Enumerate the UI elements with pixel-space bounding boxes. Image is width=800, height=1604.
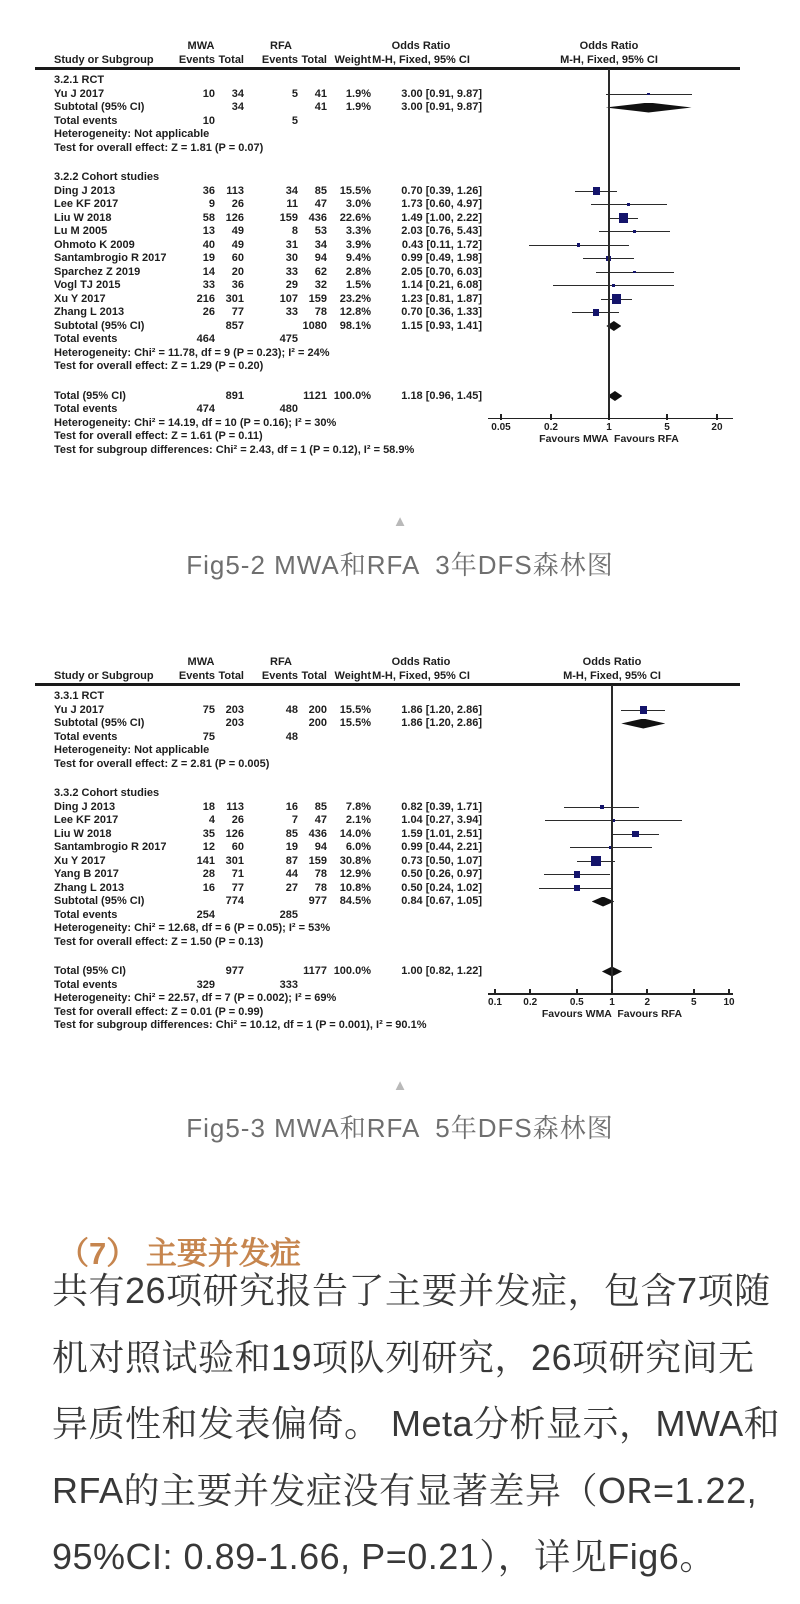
rfa-events-value: 31 — [285, 238, 298, 251]
rfa-total-value: 200 — [308, 717, 327, 729]
study-label: Liu W 2018 — [54, 827, 112, 840]
axis-tick — [608, 414, 610, 420]
column-header: Events — [261, 670, 298, 682]
weight-value: 3.0% — [345, 198, 371, 210]
weight-value: 12.9% — [339, 868, 371, 880]
study-label: Ding J 2013 — [54, 184, 116, 197]
odds-ratio-value: 0.50 [0.24, 1.02] — [401, 881, 482, 894]
column-header: Study or Subgroup — [54, 54, 154, 66]
rfa-total-value: 41 — [314, 87, 327, 100]
collapse-triangle-icon: ▲ — [392, 513, 408, 530]
study-label: Ding J 2013 — [54, 800, 116, 813]
weight-value: 100.0% — [333, 389, 371, 402]
odds-ratio-value: 1.86 [1.20, 2.86] — [401, 717, 482, 729]
events-label: Total events — [54, 730, 118, 743]
mwa-total-value: 203 — [225, 717, 244, 729]
rfa-total-value: 159 — [308, 854, 327, 867]
odds-ratio-value: 1.15 [0.93, 1.41] — [401, 319, 482, 332]
mwa-events-value: 216 — [196, 292, 215, 305]
weight-value: 22.6% — [339, 211, 371, 224]
events-label: Total events — [54, 908, 118, 921]
rfa-events-value: 33 — [285, 306, 298, 318]
or-marker-square — [633, 271, 636, 274]
mwa-total-value: 301 — [225, 292, 244, 305]
body-line: 95%CI: 0.89-1.66, P=0.21），详见Fig6。 — [52, 1536, 716, 1577]
study-label: Yu J 2017 — [54, 87, 105, 100]
column-header: Events — [261, 54, 298, 66]
null-effect-line — [611, 685, 613, 993]
axis-tick — [716, 414, 718, 420]
weight-value: 15.5% — [339, 184, 371, 197]
column-header: Study or Subgroup — [54, 670, 154, 682]
odds-ratio-value: 2.05 [0.70, 6.03] — [401, 265, 482, 278]
weight-value: 98.1% — [339, 319, 371, 332]
mwa-total-value: 49 — [231, 238, 244, 251]
rfa-total-value: 41 — [314, 101, 327, 113]
rfa-events-value: 285 — [279, 908, 298, 921]
rfa-total-value: 1177 — [303, 965, 327, 977]
rfa-total-value: 159 — [308, 292, 327, 305]
or-marker-square — [640, 706, 647, 713]
study-label: Lee KF 2017 — [54, 814, 119, 826]
odds-ratio-value: 0.43 [0.11, 1.72] — [401, 238, 482, 251]
note-label: Heterogeneity: Chi² = 22.57, df = 7 (P = 0.002); I² = 69% — [54, 992, 337, 1004]
study-label: Yu J 2017 — [54, 703, 105, 716]
pooled-diamond — [621, 719, 665, 729]
mwa-events-value: 474 — [196, 403, 215, 415]
column-header: M-H, Fixed, 95% CI — [372, 670, 470, 682]
or-marker-square — [647, 93, 650, 96]
rfa-events-value: 5 — [291, 87, 298, 100]
rfa-total-value: 47 — [314, 814, 327, 826]
rfa-total-value: 32 — [314, 279, 327, 291]
mwa-events-value: 40 — [202, 238, 215, 251]
odds-ratio-value: 0.99 [0.44, 2.21] — [401, 841, 482, 853]
mwa-total-value: 36 — [231, 279, 244, 291]
body-line: 共有26项研究报告了主要并发症，包含7项随 — [52, 1270, 771, 1311]
rfa-events-value: 480 — [279, 403, 298, 415]
section-label: 3.3.2 Cohort studies — [54, 787, 160, 799]
or-marker-square — [612, 294, 622, 304]
rfa-total-value: 47 — [314, 198, 327, 210]
study-label: Santambrogio R 2017 — [54, 841, 167, 853]
subtotal-label: Subtotal (95% CI) — [54, 319, 145, 332]
section-label: 3.2.1 RCT — [54, 74, 105, 86]
mwa-total-value: 857 — [225, 319, 244, 332]
odds-ratio-value: 1.00 [0.82, 1.22] — [401, 965, 482, 977]
study-label: Lee KF 2017 — [54, 198, 119, 210]
axis-tick-label: 5 — [690, 997, 697, 1008]
plot-title: Odds Ratio — [582, 656, 642, 668]
plot-title: Odds Ratio — [579, 40, 639, 52]
rfa-total-value: 1121 — [303, 389, 327, 402]
odds-ratio-value: 3.00 [0.91, 9.87] — [401, 101, 482, 113]
or-marker-square — [593, 187, 600, 194]
mwa-events-value: 19 — [202, 252, 215, 264]
total-label: Total (95% CI) — [54, 389, 126, 402]
rfa-events-value: 107 — [279, 292, 298, 305]
axis-tick-label: 2 — [644, 997, 650, 1008]
weight-value: 1.5% — [345, 279, 371, 291]
body-line: 异质性和发表偏倚。 Meta分析显示，MWA和 — [52, 1403, 781, 1444]
weight-value: 1.9% — [345, 101, 371, 113]
rfa-events-value: 34 — [285, 184, 298, 197]
mwa-total-value: 20 — [231, 265, 244, 278]
note-label: Test for overall effect: Z = 1.81 (P = 0.07) — [54, 141, 264, 154]
rfa-total-value: 78 — [314, 868, 327, 880]
rfa-events-value: 11 — [286, 198, 298, 210]
odds-ratio-value: 0.70 [0.36, 1.33] — [401, 306, 482, 318]
mwa-events-value: 329 — [196, 978, 215, 991]
axis-tick — [494, 989, 496, 995]
weight-value: 3.3% — [345, 225, 371, 237]
mwa-total-value: 49 — [231, 225, 244, 237]
mwa-events-value: 58 — [202, 211, 215, 224]
mwa-events-value: 10 — [202, 87, 215, 100]
rfa-events-value: 87 — [285, 854, 298, 867]
weight-value: 2.1% — [345, 814, 371, 826]
note-label: Test for overall effect: Z = 1.61 (P = 0.11) — [54, 430, 263, 442]
axis-tick-label: 0.05 — [491, 421, 511, 433]
axis-tick — [611, 989, 613, 995]
study-label: Ohmoto K 2009 — [54, 238, 135, 251]
odds-ratio-value: 1.86 [1.20, 2.86] — [401, 703, 482, 716]
column-group-label: Odds Ratio — [391, 656, 451, 668]
rfa-events-value: 7 — [291, 814, 298, 826]
mwa-total-value: 113 — [226, 800, 244, 813]
odds-ratio-value: 0.82 [0.39, 1.71] — [401, 800, 482, 813]
mwa-events-value: 18 — [202, 800, 215, 813]
axis-tick — [529, 989, 531, 995]
mwa-total-value: 26 — [231, 814, 244, 826]
weight-value: 15.5% — [339, 703, 371, 716]
mwa-total-value: 34 — [231, 87, 244, 100]
or-marker-square — [574, 871, 580, 877]
axis-tick-label: 0.2 — [523, 997, 538, 1008]
rfa-total-value: 78 — [314, 881, 327, 894]
study-label: Santambrogio R 2017 — [54, 252, 167, 264]
subtotal-label: Subtotal (95% CI) — [54, 101, 145, 113]
body-line: 机对照试验和19项队列研究，26项研究间无 — [52, 1336, 755, 1378]
axis-tick-label: 0.2 — [544, 421, 558, 433]
odds-ratio-value: 2.03 [0.76, 5.43] — [401, 225, 482, 237]
study-label: Yang B 2017 — [54, 868, 119, 880]
axis-tick — [693, 989, 695, 995]
rfa-total-value: 62 — [314, 265, 327, 278]
weight-value: 1.9% — [345, 87, 371, 100]
weight-value: 6.0% — [345, 841, 371, 853]
weight-value: 2.8% — [345, 265, 371, 278]
plot-method-header: M-H, Fixed, 95% CI — [560, 54, 658, 66]
rfa-events-value: 48 — [285, 703, 298, 716]
plot-method-header: M-H, Fixed, 95% CI — [563, 670, 661, 682]
or-marker-square — [591, 856, 601, 866]
mwa-total-value: 301 — [225, 854, 244, 867]
note-label: Test for subgroup differences: Chi² = 2.43, df = 1 (P = 0.12), I² = 58.9% — [54, 443, 415, 456]
rfa-total-value: 85 — [314, 184, 327, 197]
mwa-events-value: 9 — [208, 198, 215, 210]
section-label: 3.2.2 Cohort studies — [54, 171, 160, 183]
axis-tick-label: 10 — [723, 997, 735, 1008]
odds-ratio-value: 1.73 [0.60, 4.97] — [401, 198, 482, 210]
note-label: Test for overall effect: Z = 0.01 (P = 0.99) — [54, 1005, 264, 1018]
column-header: Total — [218, 54, 244, 66]
study-label: Sparchez Z 2019 — [54, 265, 141, 278]
study-label: Zhang L 2013 — [54, 306, 125, 318]
axis-tick-label: 0.1 — [488, 997, 502, 1008]
column-group-label: RFA — [270, 656, 292, 668]
rfa-total-value: 977 — [308, 895, 327, 907]
axis-tick — [550, 414, 552, 420]
rfa-events-value: 8 — [291, 225, 298, 237]
null-effect-line — [608, 69, 610, 418]
body-paragraph — [52, 1258, 781, 1591]
study-label: Zhang L 2013 — [54, 881, 125, 894]
note-label: Heterogeneity: Chi² = 14.19, df = 10 (P = 0.16); I² = 30% — [54, 416, 337, 429]
or-marker-square — [627, 203, 630, 206]
rfa-events-value: 333 — [279, 978, 298, 991]
events-label: Total events — [54, 978, 118, 991]
odds-ratio-value: 1.49 [1.00, 2.22] — [401, 211, 482, 224]
column-group-label: MWA — [187, 656, 215, 668]
header-rule — [35, 67, 740, 70]
mwa-total-value: 126 — [225, 827, 244, 840]
weight-value: 15.5% — [339, 717, 371, 729]
axis-tick-label: 20 — [711, 421, 723, 433]
axis-tick-label: 0.5 — [569, 997, 584, 1008]
mwa-events-value: 14 — [202, 265, 215, 278]
or-marker-square — [632, 831, 639, 838]
column-header: M-H, Fixed, 95% CI — [372, 54, 470, 66]
axis-tick — [666, 414, 668, 420]
or-marker-square — [593, 309, 599, 315]
study-label: Xu Y 2017 — [54, 292, 106, 305]
weight-value: 12.8% — [339, 306, 371, 318]
mwa-events-value: 35 — [202, 827, 215, 840]
odds-ratio-value: 1.18 [0.96, 1.45] — [401, 389, 482, 402]
study-label: Xu Y 2017 — [54, 854, 106, 867]
rfa-events-value: 27 — [285, 881, 298, 894]
mwa-events-value: 75 — [202, 730, 215, 743]
pooled-diamond — [606, 103, 692, 113]
weight-value: 30.8% — [339, 854, 371, 867]
mwa-total-value: 34 — [231, 101, 244, 113]
axis-tick — [500, 414, 502, 420]
column-header: Events — [178, 54, 215, 66]
weight-value: 3.9% — [345, 238, 371, 251]
note-label: Test for overall effect: Z = 1.29 (P = 0.20) — [54, 360, 264, 372]
mwa-events-value: 10 — [202, 114, 215, 127]
axis-tick — [576, 989, 578, 995]
weight-value: 10.8% — [339, 881, 371, 894]
weight-value: 9.4% — [345, 252, 371, 264]
study-label: Lu M 2005 — [54, 225, 108, 237]
note-label: Test for overall effect: Z = 2.81 (P = 0.005) — [54, 757, 270, 770]
note-label: Test for overall effect: Z = 1.50 (P = 0.13) — [54, 935, 264, 948]
mwa-total-value: 113 — [226, 184, 244, 197]
mwa-events-value: 26 — [202, 306, 215, 318]
or-marker-square — [600, 805, 605, 810]
x-axis-line — [488, 418, 733, 420]
odds-ratio-value: 3.00 [0.91, 9.87] — [401, 87, 482, 100]
or-marker-square — [612, 284, 615, 287]
rfa-total-value: 200 — [308, 703, 327, 716]
total-label: Total (95% CI) — [54, 965, 126, 977]
column-group-label: Odds Ratio — [391, 40, 451, 52]
collapse-triangle-icon: ▲ — [392, 1077, 408, 1094]
odds-ratio-value: 1.59 [1.01, 2.51] — [401, 827, 482, 840]
mwa-events-value: 75 — [202, 703, 215, 716]
axis-tick-label: 1 — [609, 997, 615, 1008]
mwa-events-value: 36 — [202, 184, 215, 197]
mwa-total-value: 26 — [231, 198, 244, 210]
mwa-total-value: 203 — [225, 703, 244, 716]
rfa-events-value: 30 — [285, 252, 298, 264]
mwa-total-value: 77 — [231, 306, 244, 318]
rfa-events-value: 85 — [285, 827, 298, 840]
rfa-events-value: 159 — [279, 211, 298, 224]
odds-ratio-value: 0.70 [0.39, 1.26] — [401, 184, 482, 197]
or-marker-square — [613, 819, 616, 822]
rfa-total-value: 436 — [308, 211, 327, 224]
note-label: Heterogeneity: Chi² = 12.68, df = 6 (P = 0.05); I² = 53% — [54, 922, 331, 934]
mwa-total-value: 126 — [225, 211, 244, 224]
weight-value: 7.8% — [345, 800, 371, 813]
rfa-events-value: 16 — [285, 800, 298, 813]
rfa-events-value: 44 — [285, 868, 298, 880]
column-header: Weight — [334, 54, 371, 66]
odds-ratio-value: 0.99 [0.49, 1.98] — [401, 252, 482, 264]
axis-tick-label: 1 — [606, 421, 612, 433]
odds-ratio-value: 0.73 [0.50, 1.07] — [401, 854, 482, 867]
mwa-total-value: 977 — [225, 965, 244, 977]
mwa-events-value: 28 — [202, 868, 215, 880]
rfa-total-value: 34 — [314, 238, 327, 251]
favours-label: Favours WMA Favours RFA — [541, 1008, 683, 1020]
or-marker-square — [619, 213, 628, 222]
forest-plot-5yr-dfs — [35, 652, 770, 1031]
axis-tick — [728, 989, 730, 995]
rfa-total-value: 94 — [314, 252, 327, 264]
axis-tick — [646, 989, 648, 995]
rfa-events-value: 19 — [285, 841, 298, 853]
column-header: Events — [178, 670, 215, 682]
weight-value: 84.5% — [339, 895, 371, 907]
mwa-events-value: 13 — [202, 225, 215, 237]
mwa-total-value: 774 — [225, 895, 244, 907]
odds-ratio-value: 0.84 [0.67, 1.05] — [401, 895, 482, 907]
rfa-total-value: 436 — [308, 827, 327, 840]
note-label: Heterogeneity: Not applicable — [54, 744, 210, 756]
events-label: Total events — [54, 333, 118, 345]
column-header: Total — [301, 670, 327, 682]
rfa-total-value: 85 — [314, 800, 327, 813]
mwa-total-value: 891 — [225, 389, 244, 402]
mwa-events-value: 12 — [202, 841, 215, 853]
weight-value: 23.2% — [339, 292, 371, 305]
section-heading: （7） 主要并发症 — [58, 1236, 301, 1271]
odds-ratio-value: 1.04 [0.27, 3.94] — [401, 814, 482, 826]
or-marker-square — [633, 230, 636, 233]
rfa-total-value: 94 — [314, 841, 327, 853]
note-label: Test for subgroup differences: Chi² = 10.12, df = 1 (P = 0.001), I² = 90.1% — [54, 1019, 427, 1031]
study-label: Liu W 2018 — [54, 211, 112, 224]
figure-caption-fig5-2: Fig5-2 MWA和RFA 3年DFS森林图 — [186, 550, 614, 580]
section-label: 3.3.1 RCT — [54, 690, 105, 702]
rfa-events-value: 48 — [285, 730, 298, 743]
mwa-total-value: 71 — [231, 868, 244, 880]
odds-ratio-value: 1.14 [0.21, 6.08] — [401, 279, 482, 291]
column-header: Weight — [334, 670, 371, 682]
subtotal-label: Subtotal (95% CI) — [54, 895, 145, 907]
rfa-total-value: 1080 — [302, 319, 327, 332]
mwa-total-value: 60 — [231, 252, 244, 264]
rfa-total-value: 78 — [314, 306, 327, 318]
rfa-total-value: 53 — [314, 225, 327, 237]
mwa-events-value: 254 — [196, 908, 215, 921]
figure-caption-fig5-3: Fig5-3 MWA和RFA 5年DFS森林图 — [186, 1113, 614, 1143]
or-marker-square — [577, 243, 580, 246]
mwa-events-value: 4 — [208, 814, 215, 826]
odds-ratio-value: 0.50 [0.26, 0.97] — [401, 868, 482, 880]
forest-plot-3yr-dfs — [35, 36, 770, 456]
mwa-events-value: 141 — [196, 854, 215, 867]
mwa-total-value: 60 — [231, 841, 244, 853]
study-label: Vogl TJ 2015 — [54, 279, 121, 291]
odds-ratio-value: 1.23 [0.81, 1.87] — [401, 292, 482, 305]
body-line: RFA的主要并发症没有显著差异（OR=1.22, — [52, 1469, 758, 1511]
mwa-events-value: 16 — [202, 881, 215, 894]
subtotal-label: Subtotal (95% CI) — [54, 717, 145, 729]
or-marker-square — [574, 885, 580, 891]
mwa-events-value: 464 — [196, 333, 215, 345]
rfa-events-value: 5 — [291, 114, 298, 127]
events-label: Total events — [54, 403, 118, 415]
note-label: Heterogeneity: Chi² = 11.78, df = 9 (P = 0.23); I² = 24% — [54, 346, 330, 359]
favours-label: Favours MWA Favours RFA — [539, 432, 679, 445]
column-group-label: MWA — [187, 40, 215, 52]
axis-tick-label: 5 — [664, 421, 670, 433]
rfa-events-value: 29 — [285, 279, 298, 291]
mwa-total-value: 77 — [231, 881, 244, 894]
weight-value: 14.0% — [339, 827, 371, 840]
mwa-events-value: 33 — [202, 279, 215, 291]
column-header: Total — [218, 670, 244, 682]
rfa-events-value: 475 — [279, 333, 298, 345]
header-rule — [35, 683, 740, 686]
weight-value: 100.0% — [333, 965, 371, 977]
note-label: Heterogeneity: Not applicable — [54, 128, 210, 140]
column-header: Total — [301, 54, 327, 66]
events-label: Total events — [54, 114, 118, 127]
column-group-label: RFA — [270, 40, 292, 52]
rfa-events-value: 33 — [285, 265, 298, 278]
